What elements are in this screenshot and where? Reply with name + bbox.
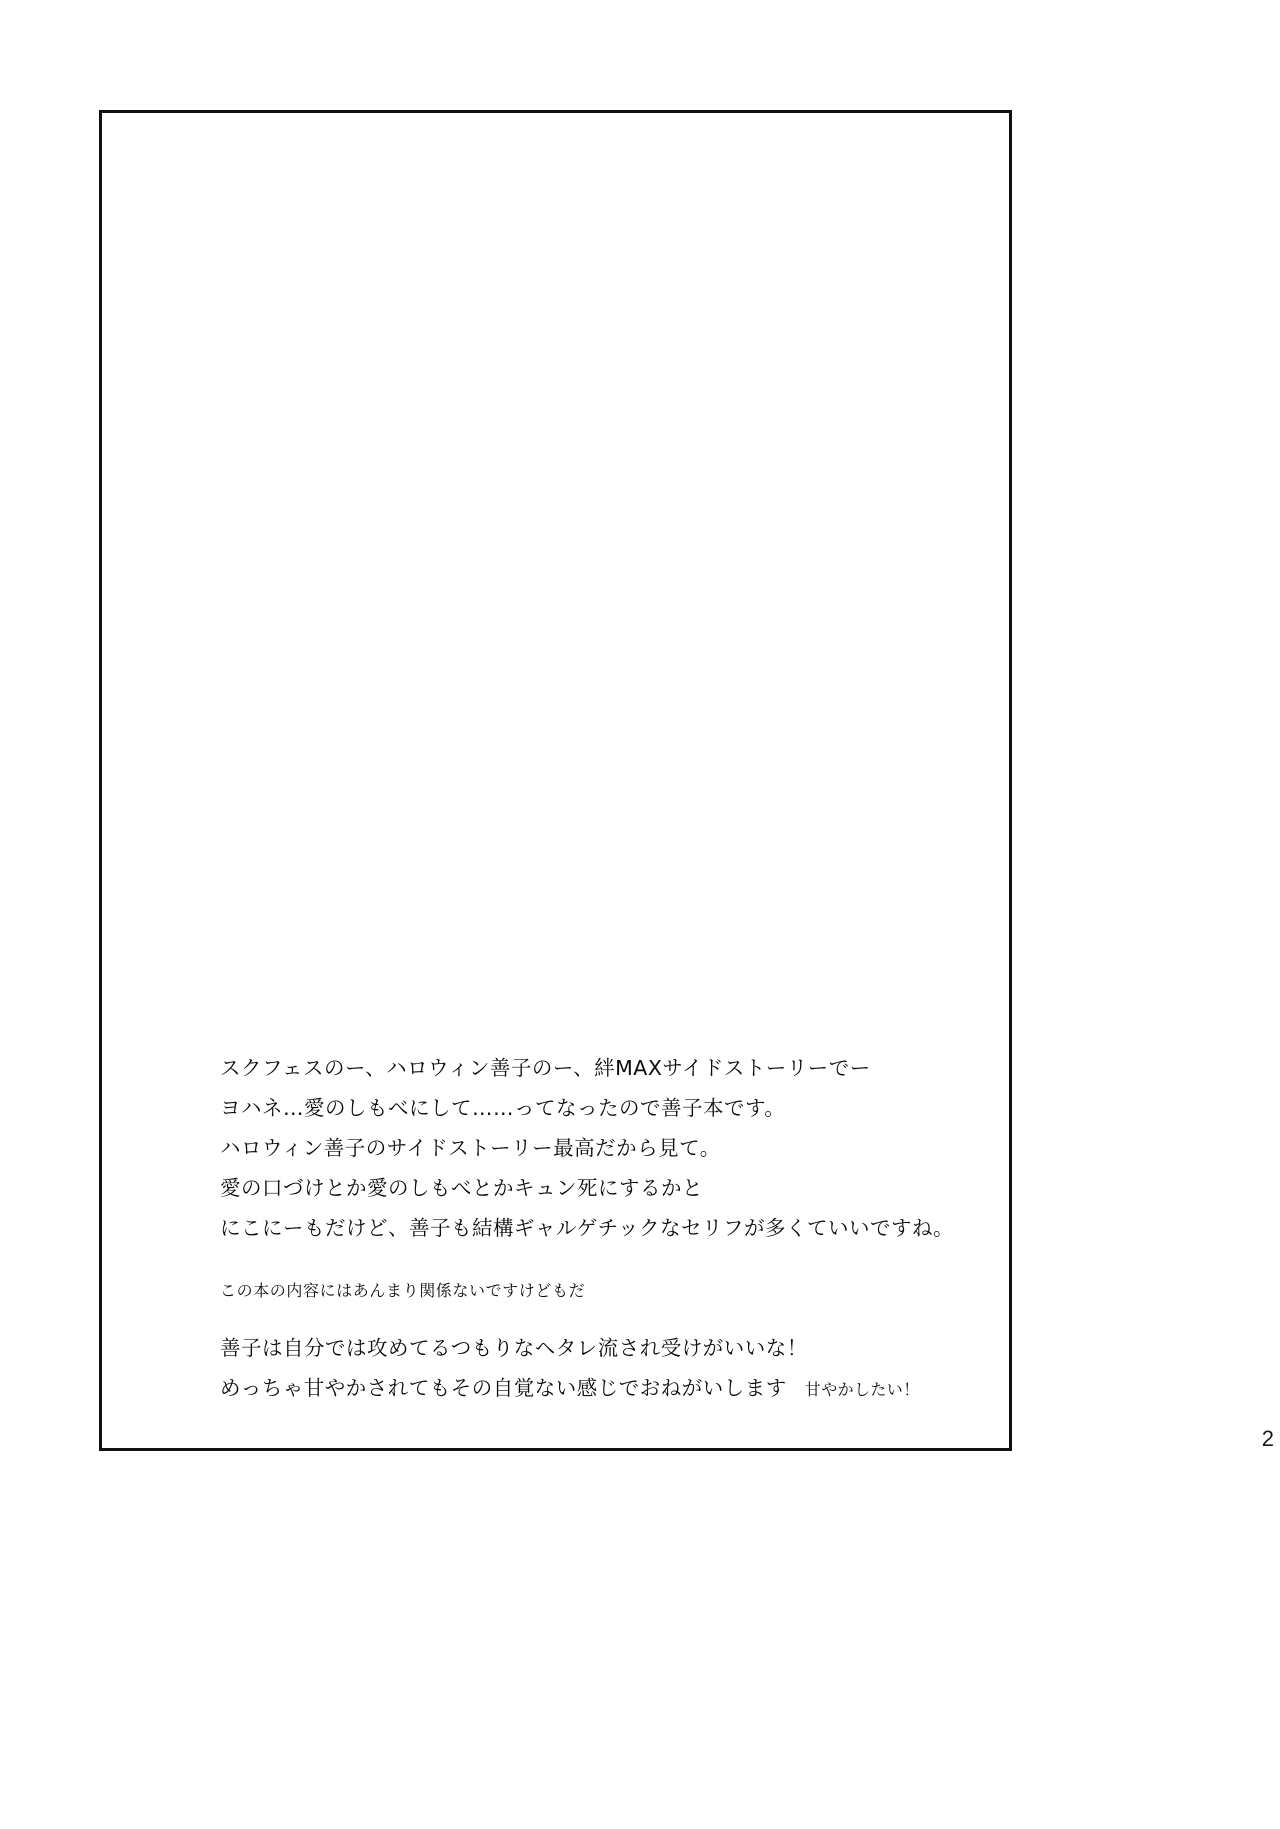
afterword-line: スクフェスのー、ハロウィン善子のー、絆MAXサイドストーリーでー [220,1056,871,1080]
afterword-line-main: めっちゃ甘やかされてもその自覚ない感じでおねがいします [220,1376,787,1400]
afterword-spacer [220,1248,969,1276]
afterword-line: にこにーもだけど、善子も結構ギャルゲチックなセリフが多くていいですね。 [220,1216,954,1240]
afterword-note: この本の内容にはあんまり関係ないですけどもだ [220,1281,586,1300]
afterword-line: 愛の口づけとか愛のしもべとかキュン死にするかと [220,1176,703,1200]
afterword-paragraph-2 [220,1328,969,1410]
afterword-paragraph-1 [220,1048,969,1248]
afterword-spacer [220,1306,969,1328]
afterword-line-with-tail [220,1368,969,1410]
manga-page-sheet [99,110,1012,1451]
afterword-line: 善子は自分では攻めてるつもりなヘタレ流され受けがいいな！ [220,1336,808,1360]
page-number: 2 [1261,1426,1274,1451]
afterword-line: ヨハネ…愛のしもべにして……ってなったので善子本です。 [220,1096,786,1120]
afterword-text-block [220,1048,969,1410]
afterword-line: ハロウィン善子のサイドストーリー最高だから見て。 [220,1136,721,1160]
afterword-line-tail: 甘やかしたい！ [804,1380,920,1399]
